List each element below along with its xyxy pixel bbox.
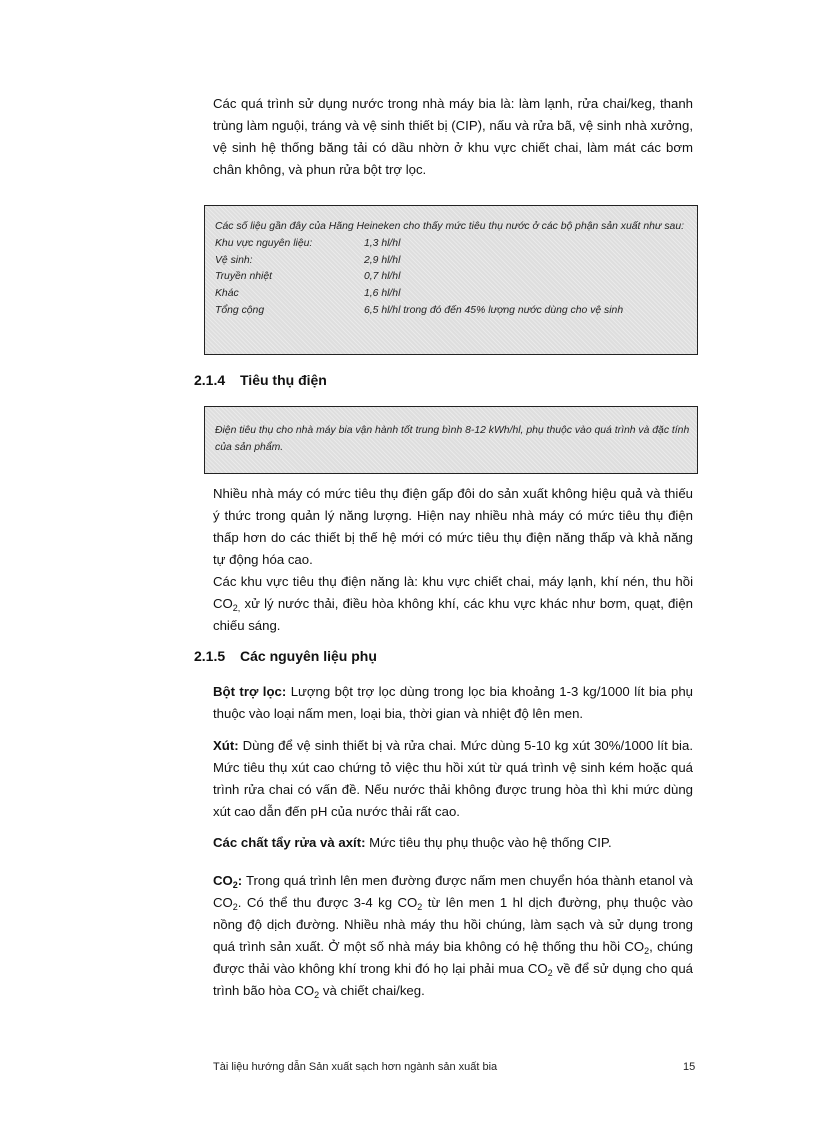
subscript: 2 bbox=[314, 990, 320, 1000]
text-run: Dùng để vệ sinh thiết bị và rửa chai. Mức dùng 5-10 kg xút 30%/1000 lít bia. Mức tiêu thụ xút cao chứng tỏ việc thu hồi xút từ quá trình vệ sinh kém hoặc quá trình rửa chai có vấn đề. Nếu nước thải không được trung hòa thì khi mức dùng xút cao dẫn đến pH của nước thải rất cao. bbox=[213, 738, 693, 819]
term-label: Bột trợ lọc: bbox=[213, 684, 287, 699]
section-heading-2-1-4 bbox=[194, 372, 327, 388]
row-label: Vệ sinh: bbox=[215, 254, 253, 266]
footer-title: Tài liệu hướng dẫn Sản xuất sạch hơn ngành sản xuất bia bbox=[213, 1061, 498, 1073]
text-run: xử lý nước thải, điều hòa không khí, các khu vực khác như bơm, quạt, điện chiếu sáng. bbox=[213, 596, 693, 633]
subscript: 2 bbox=[417, 902, 423, 912]
electricity-box-text: Điện tiêu thụ cho nhà máy bia vận hành tốt trung bình 8-12 kWh/hl, phụ thuộc vào quá trình và đặc tính của sản phẩm. bbox=[215, 425, 690, 453]
table-row bbox=[215, 269, 623, 286]
text-run: từ lên men 1 hl dịch đường, phụ thuộc vào nồng độ dịch đường. Nhiều nhà máy thu hồi chúng, làm sạch và sử dụng trong quá trình sản xuất. Ở một số nhà máy bia không có hệ thống thu hồi CO bbox=[213, 895, 693, 954]
term-label: Các chất tẩy rửa và axít: bbox=[213, 835, 366, 850]
row-value: 0,7 hl/hl bbox=[364, 271, 401, 283]
row-label: Khu vực nguyên liệu: bbox=[215, 237, 313, 249]
water-consumption-box bbox=[204, 205, 698, 355]
subscript: 2 bbox=[232, 902, 238, 912]
electricity-box bbox=[204, 406, 698, 474]
co2-paragraph bbox=[213, 870, 693, 1002]
text-run: về để sử dụng cho quá trình bão hòa CO bbox=[213, 961, 694, 998]
subscript: 2 bbox=[644, 946, 650, 956]
text-run: Trong quá trình lên men đường được nấm men chuyển hóa thành etanol và CO bbox=[213, 873, 693, 910]
table-row bbox=[215, 303, 623, 320]
row-label: Khác bbox=[215, 288, 239, 300]
page-number: 15 bbox=[683, 1061, 696, 1073]
row-value: 6,5 hl/hl trong đó đến 45% lượng nước dùng cho vệ sinh bbox=[364, 304, 624, 316]
table-row bbox=[215, 286, 623, 303]
section-title: Các nguyên liệu phụ bbox=[240, 648, 377, 664]
electricity-paragraph-1: Nhiều nhà máy có mức tiêu thụ điện gấp đôi do sản xuất không hiệu quả và thiếu ý thức trong quản lý năng lượng. Hiện nay nhiều nhà máy có mức tiêu thụ điện thấp hơn do các thiết bị thế hệ mới có mức tiêu thụ điện năng thấp và khả năng tự động hóa cao. bbox=[213, 486, 693, 567]
water-consumption-table bbox=[215, 236, 623, 320]
row-value: 1,6 hl/hl bbox=[364, 288, 401, 300]
section-heading-2-1-5 bbox=[194, 648, 377, 664]
table-row bbox=[215, 253, 623, 270]
text-run: Các khu vực tiêu thụ điện năng là: khu vực chiết chai, máy lạnh, khí nén, thu hồi CO bbox=[213, 574, 693, 611]
section-number: 2.1.4 bbox=[194, 372, 226, 388]
section-title: Tiêu thụ điện bbox=[240, 372, 327, 388]
text-run: . Có thể thu được 3-4 kg CO bbox=[237, 895, 418, 910]
text-run: và chiết chai/keg. bbox=[319, 983, 425, 998]
subscript: 2 bbox=[547, 968, 553, 978]
water-box-intro: Các số liệu gần đây của Hãng Heineken cho thấy mức tiêu thụ nước ở các bộ phận sản xuất như sau: bbox=[215, 221, 684, 232]
intro-paragraph: Các quá trình sử dụng nước trong nhà máy bia là: làm lạnh, rửa chai/keg, thanh trùng làm nguội, tráng và vệ sinh thiết bị (CIP), nấu và rửa bã, vệ sinh nhà xưởng, vệ sinh hệ thống băng tải có dầu nhờn ở khu vực chiết chai, làm mát các bơm chân không, và phun rửa bột trợ lọc. bbox=[213, 96, 693, 177]
text-run: Lượng bột trợ lọc dùng trong lọc bia khoảng 1-3 kg/1000 lít bia phụ thuộc vào loại nấm men, loại bia, thời gian và nhiệt độ lên men. bbox=[213, 684, 693, 721]
detergent-paragraph bbox=[213, 832, 693, 854]
section-number: 2.1.5 bbox=[194, 648, 226, 664]
subscript: 2, bbox=[232, 603, 241, 613]
row-value: 2,9 hl/hl bbox=[364, 254, 401, 266]
term-label: $CO_2$: bbox=[213, 873, 243, 890]
table-row bbox=[215, 236, 623, 253]
row-label: Tổng cộng bbox=[215, 304, 265, 316]
row-label: Truyền nhiệt bbox=[215, 271, 272, 283]
term-label: Xút: bbox=[213, 738, 239, 753]
filter-aid-paragraph bbox=[213, 681, 693, 725]
electricity-paragraph-2 bbox=[213, 571, 693, 637]
text-run: Mức tiêu thụ phụ thuộc vào hệ thống CIP. bbox=[365, 835, 612, 850]
caustic-paragraph bbox=[213, 735, 693, 823]
row-value: 1,3 hl/hl bbox=[364, 237, 401, 249]
text-run: , chúng được thải vào không khí trong khi đó họ lại phải mua CO bbox=[213, 939, 693, 976]
